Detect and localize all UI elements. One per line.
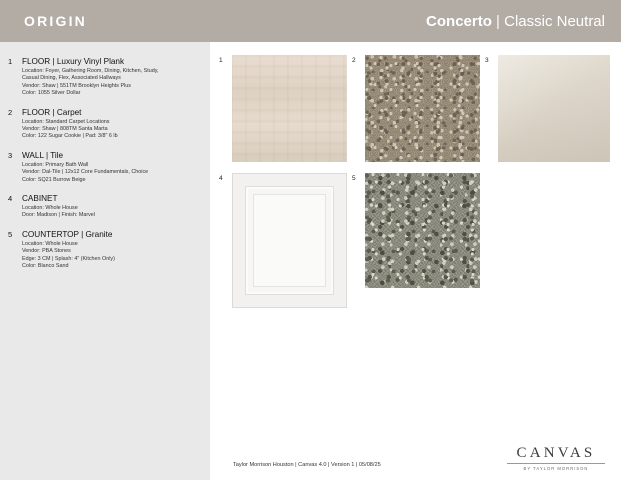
cabinet-door-inner-frame	[245, 186, 334, 295]
canvas-logo	[507, 444, 605, 471]
spec-detail-line: Location: Whole House	[22, 240, 78, 247]
sample-number-1: 1	[219, 57, 223, 64]
spec-detail-line: Color: 1055 Silver Dollar	[22, 90, 81, 97]
specifications-panel	[0, 42, 210, 480]
sample-number-3: 3	[485, 57, 489, 64]
spec-number: 5	[8, 229, 13, 239]
spec-number: 4	[8, 194, 13, 204]
granite-countertop-swatch	[365, 173, 480, 288]
spec-detail-line: Casual Dining, Flex, Associated Hallways	[22, 75, 121, 82]
spec-title: WALL | Tile	[22, 150, 64, 160]
spec-body	[22, 229, 202, 271]
spec-item	[8, 193, 202, 220]
wall-tile-swatch	[498, 55, 610, 162]
spec-item	[8, 107, 202, 141]
spec-detail-line: Vendor: Dal-Tile | 12x12 Core Fundamentals, Choice	[22, 169, 149, 176]
carpet-swatch	[365, 55, 480, 162]
spec-number: 3	[8, 150, 13, 160]
spec-body	[22, 193, 202, 220]
spec-detail-line: Location: Primary Bath Wall	[22, 161, 89, 168]
spec-item	[8, 56, 202, 98]
spec-number: 2	[8, 107, 13, 117]
spec-item	[8, 150, 202, 184]
samples-area	[210, 42, 621, 480]
luxury-vinyl-plank-swatch	[232, 55, 347, 162]
spec-item	[8, 229, 202, 271]
spec-detail-line: Door: Madison | Finish: Marvel	[22, 212, 95, 219]
spec-title: COUNTERTOP | Granite	[22, 229, 113, 239]
sample-number-4: 4	[219, 175, 223, 182]
spec-body	[22, 56, 202, 98]
brand-logo: ORIGIN	[24, 13, 87, 29]
spec-body	[22, 150, 202, 184]
spec-detail-line: Vendor: Shaw | 808TM Santa Marta	[22, 126, 108, 133]
page-header	[0, 0, 621, 42]
collection-title	[426, 13, 621, 30]
spec-body	[22, 107, 202, 141]
cabinet-door-swatch	[232, 173, 347, 308]
spec-detail-line: Color: 122 Sugar Cookie | Pad: 3/8" 6 lb	[22, 133, 118, 140]
footer-caption: Taylor Morrison Houston | Canvas 4.0 | Version 1 | 05/08/25	[233, 462, 381, 468]
spec-title: CABINET	[22, 194, 58, 204]
spec-number: 1	[8, 57, 13, 66]
spec-detail-line: Edge: 3 CM | Splash: 4" (Kitchen Only)	[22, 255, 115, 262]
spec-title: FLOOR | Luxury Vinyl Plank	[22, 57, 125, 66]
sample-number-5: 5	[352, 175, 356, 182]
canvas-logo-subtitle: BY TAYLOR MORRISON	[507, 463, 605, 471]
cabinet-door-center-panel	[253, 194, 326, 287]
title-separator: |	[491, 12, 505, 30]
spec-detail-line: Vendor: Shaw | 551TM Brooklyn Heights Plus	[22, 82, 131, 89]
spec-detail-line: Location: Whole House	[22, 205, 78, 212]
sample-number-2: 2	[352, 57, 356, 64]
canvas-logo-word: CANVAS	[516, 445, 596, 461]
spec-detail-line: Vendor: PBA Stones	[22, 248, 71, 255]
collection-name: Concerto	[426, 12, 492, 30]
spec-detail-line: Location: Standard Carpet Locations	[22, 118, 110, 125]
spec-title: FLOOR | Carpet	[22, 107, 82, 117]
palette-name: Classic Neutral	[504, 12, 605, 30]
spec-detail-line: Color: SQ21 Burrow Beige	[22, 176, 86, 183]
spec-detail-line: Location: Foyer, Gathering Room, Dining, Kitchen, Study,	[22, 68, 159, 74]
spec-detail-line: Color: Blanco Sand	[22, 263, 69, 270]
